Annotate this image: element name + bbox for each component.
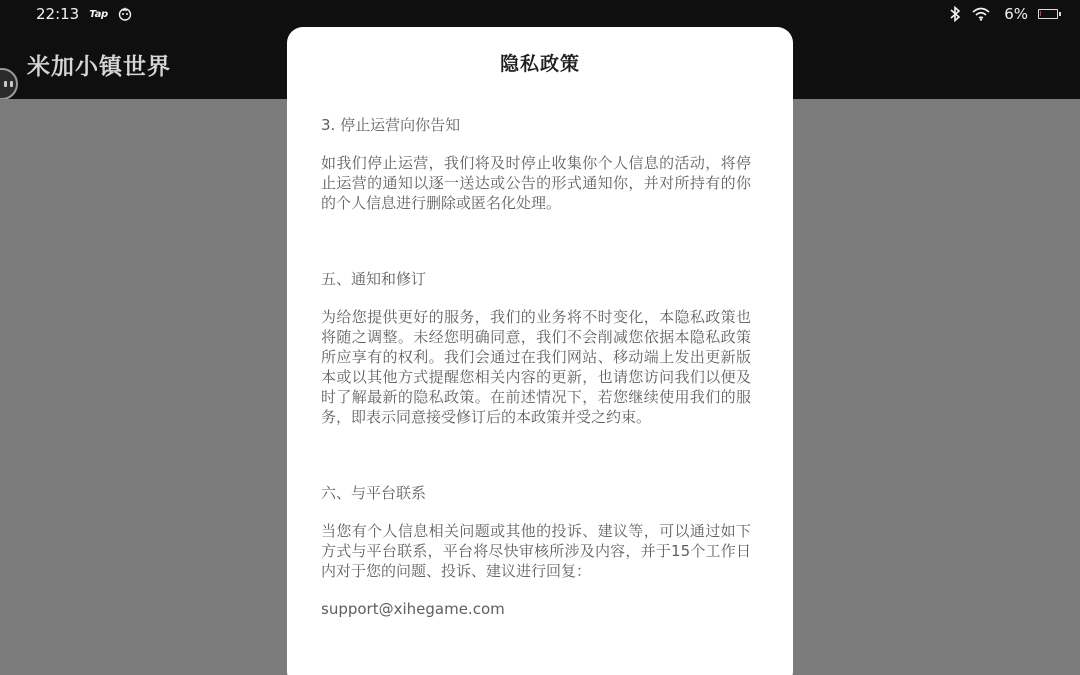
privacy-policy-dialog <box>287 27 793 675</box>
section-heading: 六、与平台联系 <box>321 484 427 502</box>
wifi-icon <box>972 7 990 21</box>
robot-avatar-icon[interactable] <box>0 68 18 100</box>
bluetooth-icon <box>948 6 962 22</box>
status-bar-left <box>36 5 132 23</box>
section-paragraph: 如我们停止运营，我们将及时停止收集你个人信息的活动，将停止运营的通知以逐一送达或公告的形式通知你，并对所持有的你的个人信息进行删除或匿名化处理。 <box>321 154 751 212</box>
app-title: 米加小镇世界 <box>27 54 171 80</box>
app-notification-icon <box>118 7 132 21</box>
taptap-notification-icon: Tap <box>89 8 108 20</box>
section-paragraph: 为给您提供更好的服务，我们的业务将不时变化，本隐私政策也将随之调整。未经您明确同意，我们不会削减您依据本隐私政策所应享有的权利。我们会通过在我们网站、移动端上发出更新版本或以其他方式提醒您相关内容的更新，也请您访问我们以便及时了解最新的隐私政策。在前述情况下，若您继续使用我们的服务，即表示同意接受修订后的本政策并受之约束。 <box>321 308 751 426</box>
battery-level-fill <box>1040 11 1041 16</box>
support-email[interactable]: support@xihegame.com <box>321 600 505 618</box>
battery-percent: 6% <box>1004 5 1028 23</box>
dialog-title: 隐私政策 <box>499 53 580 75</box>
status-time: 22:13 <box>36 5 80 23</box>
section-heading: 五、通知和修订 <box>321 270 427 288</box>
section-paragraph: 当您有个人信息相关问题或其他的投诉、建议等，可以通过如下方式与平台联系，平台将尽快审核所涉及内容，并于15个工作日内对于您的问题、投诉、建议进行回复： <box>321 522 751 580</box>
policy-content[interactable] <box>321 115 751 675</box>
status-bar <box>0 0 1080 28</box>
status-bar-right <box>948 5 1058 23</box>
section-heading: 3. 停止运营向你告知 <box>321 116 461 134</box>
battery-icon <box>1038 9 1058 19</box>
